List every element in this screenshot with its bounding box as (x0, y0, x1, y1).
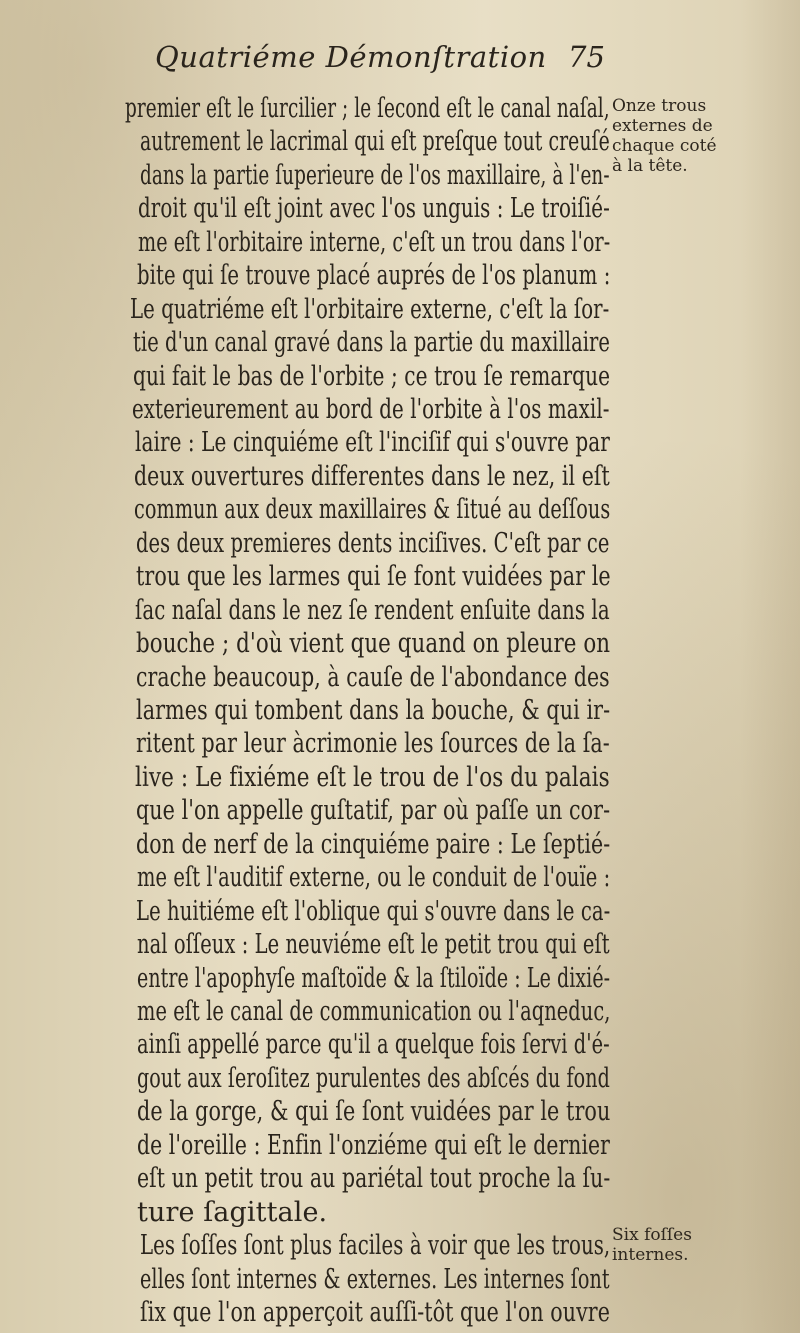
text-line: larmes qui tombent dans la bouche, & qui ir- (136, 695, 611, 726)
text-line: ainſi appellé parce qu'il a quelque fois ſervi d'é- (137, 1029, 610, 1061)
text-line: autrement le lacrimal qui eſt preſque tout creuſé (140, 126, 610, 158)
text-line: me eſt l'orbitaire interne, c'eſt un trou dans l'or- (138, 226, 611, 258)
margin-note-line: chaque coté (612, 136, 717, 156)
text-line: droit qu'il eſt joint avec l'os unguis : Le troiſié- (138, 193, 610, 225)
text-line: Le huitiéme eſt l'oblique qui s'ouvre dans le ca- (136, 895, 611, 927)
text-line: dans la partie ſuperieure de l'os maxillaire, à l'en- (140, 159, 610, 191)
text-line: exterieurement au bord de l'orbite à l'os maxil- (132, 394, 610, 425)
text-line: qui fait le bas de l'orbite ; ce trou ſe remarque (133, 360, 611, 392)
text-line: crache beaucoup, à cauſe de l'abondance des (136, 661, 610, 693)
running-title: Quatriéme Démonſtration (155, 40, 547, 74)
text-line: gout aux ſeroſitez purulentes des abſcés du fond (137, 1062, 610, 1094)
text-line: ture ſagittale. (137, 1196, 328, 1228)
text-line: eſt un petit trou au pariétal tout proche la ſu- (137, 1163, 611, 1195)
text-line: de la gorge, & qui ſe ſont vuidées par le trou (137, 1096, 611, 1128)
text-line: entre l'apophyſe maſtoïde & la ſtiloïde : Le dixié- (137, 962, 611, 994)
text-line: des deux premieres dents inciſives. C'eſt par ce (136, 527, 610, 559)
text-line: de l'oreille : Enfin l'onziéme qui eſt le dernier (137, 1129, 610, 1161)
text-line: bite qui ſe trouve placé auprés de l'os planum : (137, 260, 611, 292)
text-line: me eſt le canal de communication ou l'aqneduc, (137, 996, 611, 1027)
text-line: deux ouvertures differentes dans le nez, il eſt (134, 460, 610, 492)
text-line: tie d'un canal gravé dans la partie du maxillaire (133, 327, 611, 359)
text-line: ſac naſal dans le nez ſe rendent enſuite dans la (135, 594, 610, 626)
margin-note-six-fosses (612, 1225, 692, 1265)
text-line: premier eſt le ſurcilier ; le ſecond eſt le canal naſal, (125, 93, 610, 124)
margin-note-line: externes de (612, 116, 713, 136)
text-line: bouche ; d'où vient que quand on pleure on (136, 628, 611, 660)
margin-note-line: internes. (612, 1245, 689, 1266)
text-line: Le quatriéme eſt l'orbitaire externe, c'eſt la ſor- (130, 293, 610, 325)
margin-note-line: à la tête. (612, 156, 688, 176)
margin-note-line: Six foſſes (612, 1225, 692, 1246)
text-line: laire : Le cinquiéme eſt l'inciſif qui s'ouvre par (135, 427, 610, 459)
text-line: Les ſoſſes ſont plus faciles à voir que les trous, (140, 1230, 611, 1262)
page-number: 75 (568, 40, 605, 74)
text-line: que l'on appelle guſtatif, par où paſſe un cor- (136, 795, 611, 827)
text-line: trou que les larmes qui ſe font vuidées par le (136, 561, 611, 593)
text-line: live : Le fixiéme eſt le trou de l'os du palais (135, 761, 610, 793)
text-line: don de nerf de la cinquiéme paire : Le ſeptié- (136, 828, 611, 860)
text-line: commun aux deux maxillaires & ſitué au deſſous (134, 494, 611, 526)
margin-note-onze-trous (612, 96, 717, 176)
text-line: nal oſſeux : Le neuviéme eſt le petit trou qui eſt (137, 929, 610, 961)
margin-note-line: Onze trous (612, 96, 707, 116)
text-line: ſix que l'on apperçoit auſſi-tôt que l'on ouvre (140, 1297, 610, 1328)
text-line: elles ſont internes & externes. Les internes ſont (140, 1263, 610, 1295)
text-line: me eſt l'auditif externe, ou le conduit de l'ouïe : (137, 862, 611, 894)
text-line: ritent par leur àcrimonie les ſources de la ſa- (136, 728, 610, 760)
